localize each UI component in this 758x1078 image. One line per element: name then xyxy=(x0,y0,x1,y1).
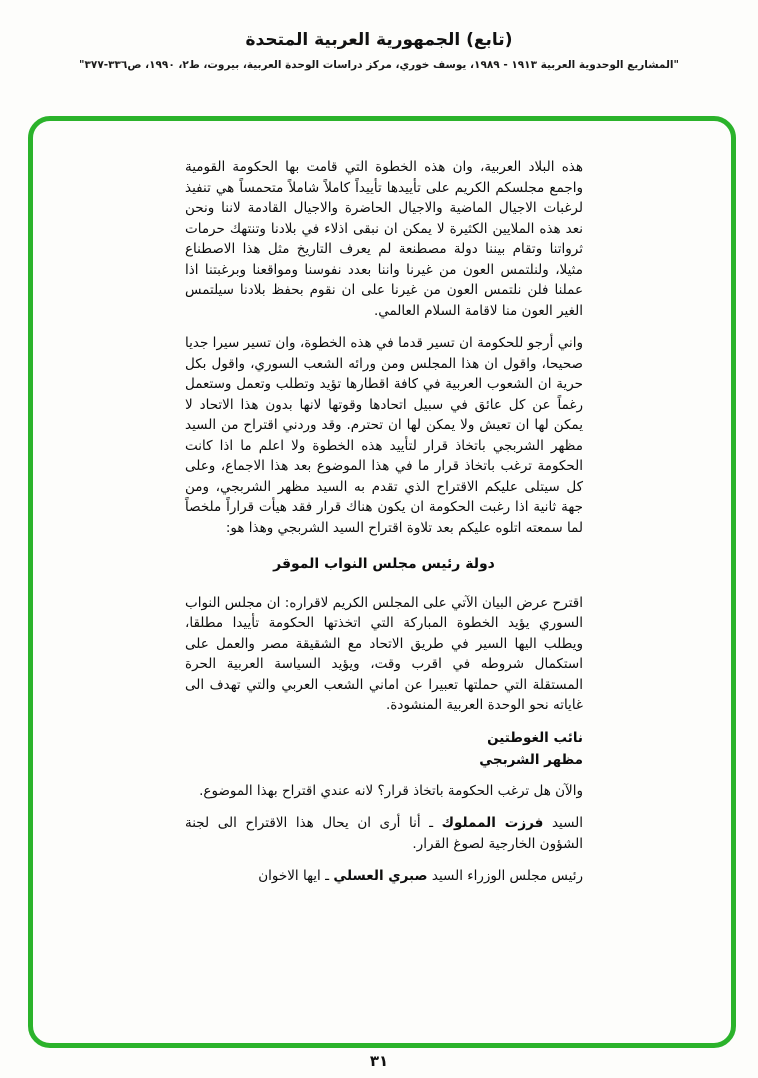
body-text xyxy=(185,157,583,899)
source-citation: "المشاريع الوحدوية العربية ١٩١٣ - ١٩٨٩، يوسف خوري، مركز دراسات الوحدة العربية، بيروت، ط٢، ١٩٩٠، ص٣٣٦-٣٧٧" xyxy=(79,59,679,71)
address-heading: دولة رئيس مجلس النواب الموقر xyxy=(273,556,495,572)
speaker-prefix: رئيس مجلس الوزراء السيد xyxy=(427,868,583,884)
signature-title: نائب الغوطتين xyxy=(487,729,583,746)
speaker-text: ـ ايها الاخوان xyxy=(258,868,334,884)
speaker-text: ـ أنا أرى ان يحال هذا الاقتراح الى لجنة الشؤون الخارجية لصوغ القرار. xyxy=(185,815,583,852)
speaker-name: صبري العسلي xyxy=(333,868,428,884)
page-number: ٣١ xyxy=(369,1052,389,1070)
green-border-frame xyxy=(28,116,736,1048)
speaker-prefix: السيد xyxy=(543,815,584,831)
page-header-title: (تابع) الجمهورية العربية المتحدة xyxy=(245,30,513,50)
paragraph: واني أرجو للحكومة ان تسير قدما في هذه الخطوة، وان تسير سيرا جديا صحيحا، واقول ان هذا المجلس ومن ورائه الشعب السوري، واقول بكل حرية ان الشعوب العربية في كافة اقطارها تؤيد وتطلب وتعمل وستعمل رغماً عن كل عائق في سبيل اتحادها وقوتها لانها بدون هذا الاتحاد لا يمكن لها ان تعيش ولا يمكن لها ان تحترم. وقد وردني اقتراح من السيد مظهر الشربجي باتخاذ قرار لتأييد هذه الخطوة ولا اعلم ما اذا كانت الحكومة ترغب باتخاذ قرار ما في هذا الموضوع بعد هذا الاجماع، وعلى كل سيتلى عليكم الاقتراح الذي تقدم به السيد مظهر الشربجي، ومن جهة ثانية اذا رغبت الحكومة ان يكون هناك قرار فقد هيأت قراراً ملخصاً لما سمعته اتلوه عليكم بعد تلاوة اقتراح السيد الشربجي وهذا هو: xyxy=(185,335,583,536)
paragraph: اقترح عرض البيان الآتي على المجلس الكريم لاقراره: ان مجلس النواب السوري يؤيد الخطوة المباركة التي اتخذتها الحكومة تأييدا مطلقا، ويطلب اليها السير في طريق الاتحاد مع الشقيقة مصر والعمل على استكمال شروطه في اقرب وقت، ويؤيد السياسة العربية الحرة المستقلة التي حملتها تعبيرا عن اماني الشعب العربي والتي تهدف الى غاياته نحو الوحدة العربية المنشودة. xyxy=(185,594,583,713)
paragraph-speaker xyxy=(185,813,583,854)
paragraph: هذه البلاد العربية، وان هذه الخطوة التي قامت بها الحكومة القومية واجمع مجلسكم الكريم على تأييدها تأييداً كاملاً شاملاً متحمساً هي تنفيذ لرغبات الاجيال الماضية والاجيال الحاضرة والاجيال القادمة لاننا ونحن نعد هذه الملايين الكثيرة لا يمكن ان نبقى اذلاء في بلادنا وتنتهك حرمات ثرواتنا وتقام بيننا دولة مصطنعة لم يعرف التاريخ مثل هذا الاصطناع مثيلا، ولنلتمس العون من غيرنا واننا بعدد نفوسنا ومواقعنا وبرغبتنا اذا عملنا فلن نلتمس العون من غيرنا على ان نقوم بحفظ بلادنا سيلتمس الغير العون منا لاقامة السلام العالمي. xyxy=(185,159,583,319)
signature-name: مظهر الشربجي xyxy=(479,752,583,768)
speaker-name: فرزت المملوك xyxy=(441,815,544,831)
page-header xyxy=(0,0,758,71)
paragraph-speaker xyxy=(185,866,583,887)
paragraph: والآن هل ترغب الحكومة باتخاذ قرار؟ لانه عندي اقتراح بهذا الموضوع. xyxy=(199,782,583,799)
